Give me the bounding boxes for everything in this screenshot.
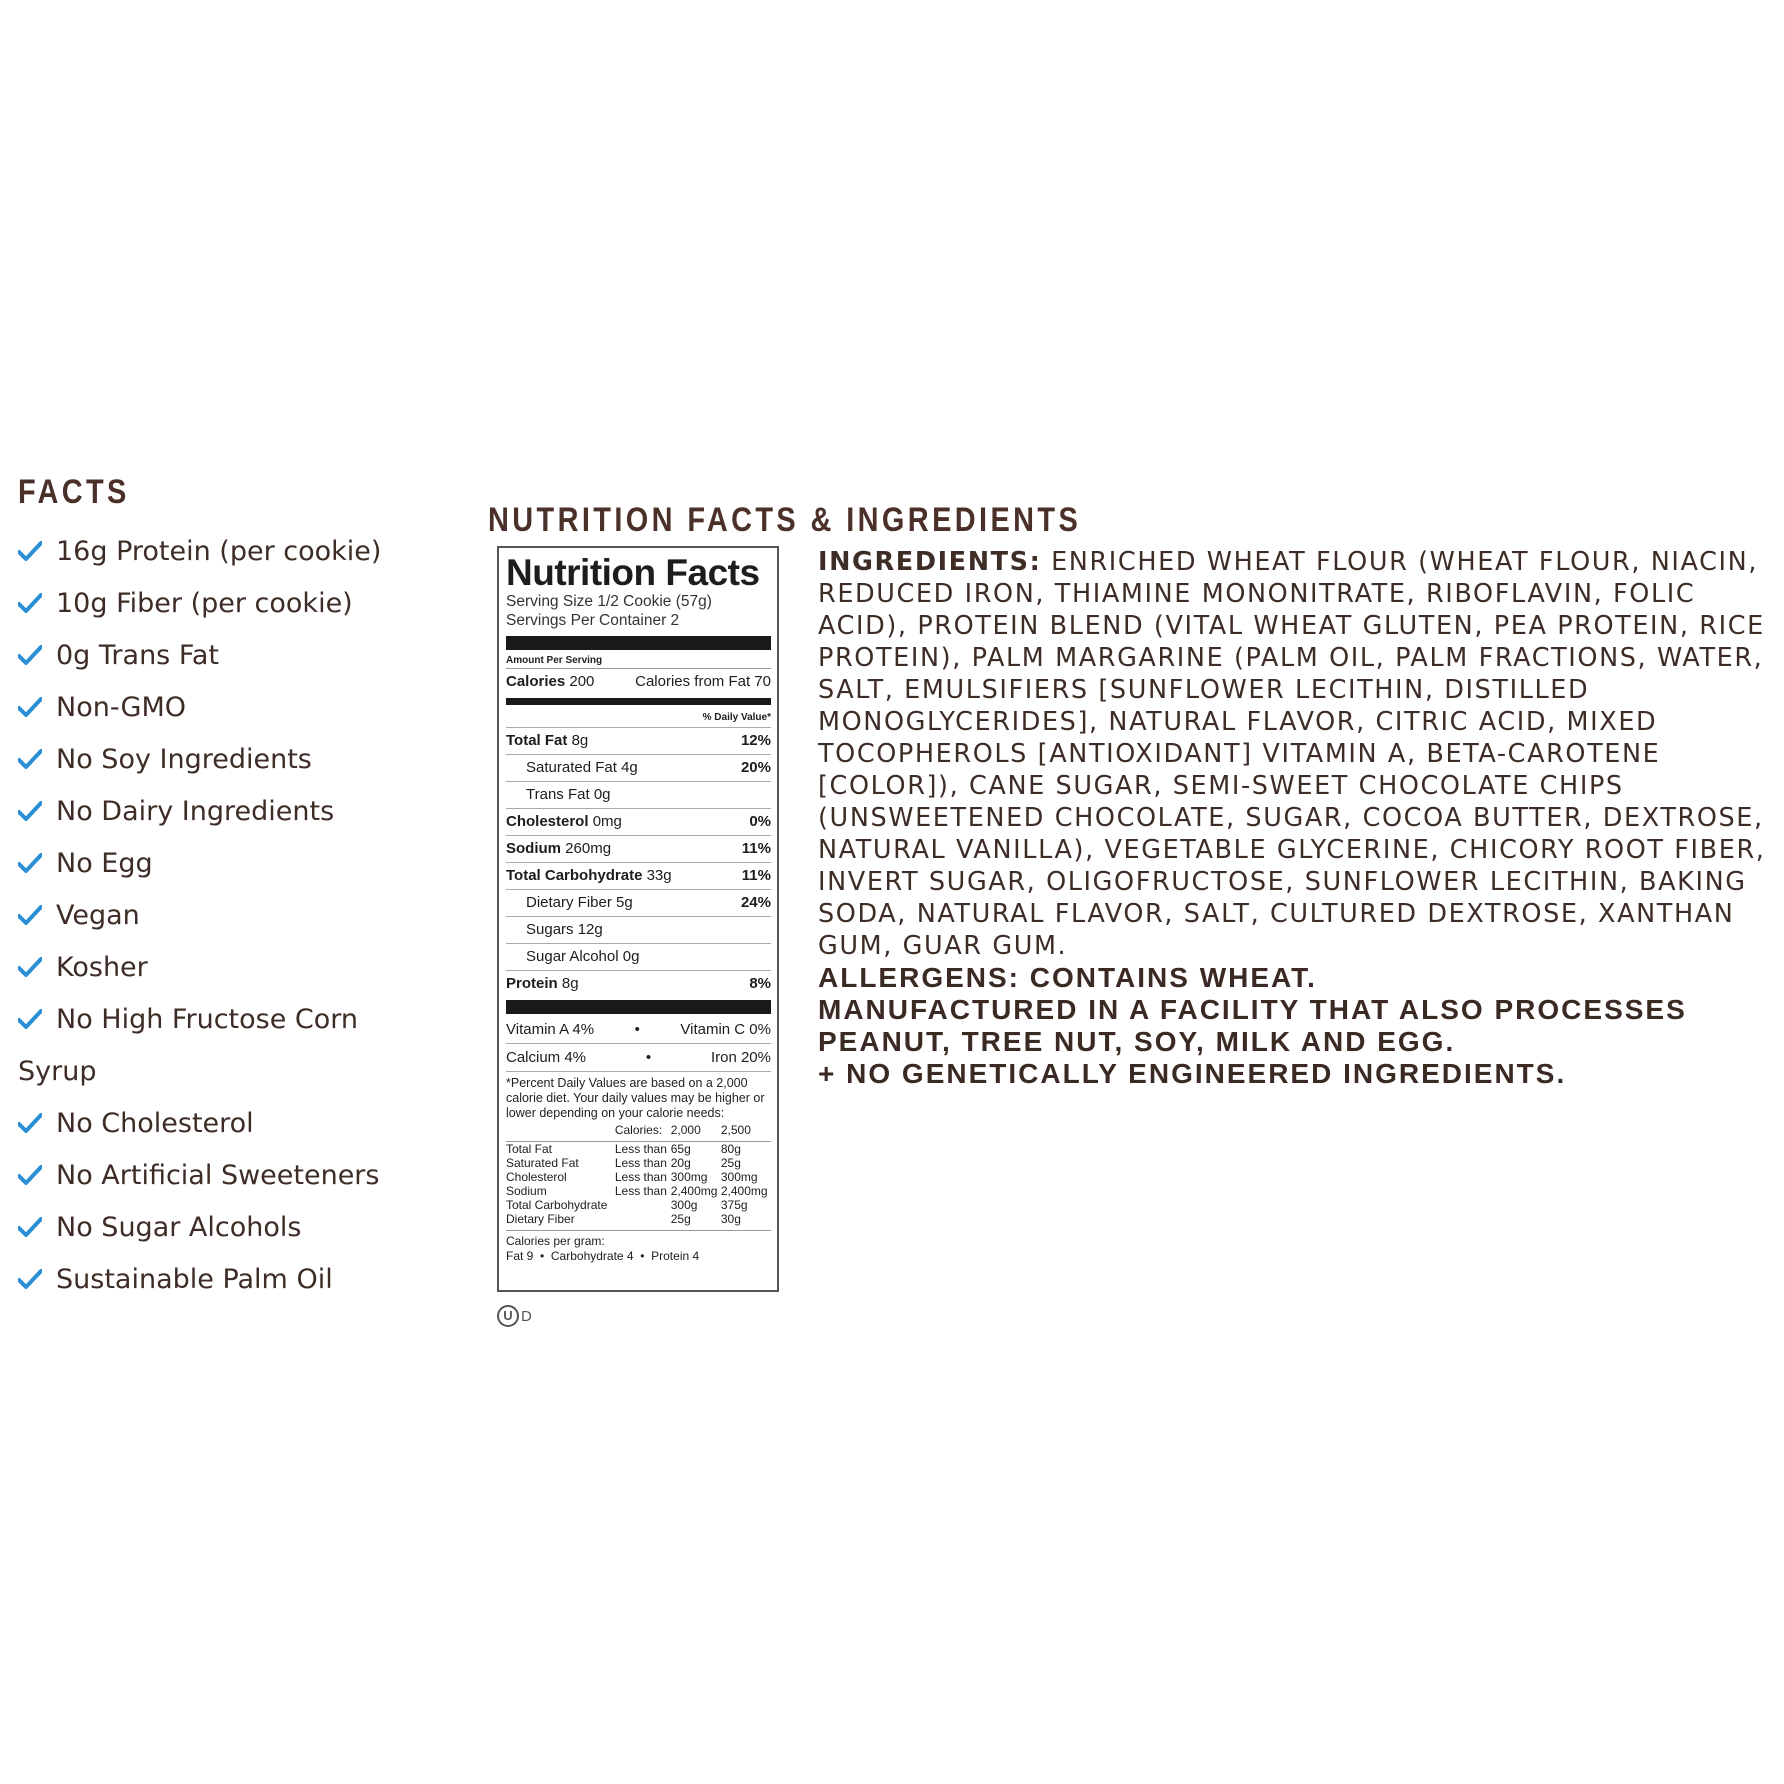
nutrient-row-total-fat [506, 728, 771, 755]
dv-cell [615, 1198, 671, 1212]
nutrient-dv: 11% [741, 840, 771, 857]
servings-per-container: Servings Per Container 2 [506, 612, 680, 629]
calories-value: 200 [569, 673, 595, 690]
fact-label: No Dairy Ingredients [56, 796, 335, 827]
dv-cell: 25g [670, 1212, 691, 1226]
nutrient-name: Trans Fat [526, 786, 590, 803]
fact-label: Syrup [18, 1056, 97, 1087]
vitamin-row [506, 1016, 771, 1044]
vitamin-right: Vitamin C 0% [680, 1021, 771, 1038]
dv-table-row [506, 1142, 771, 1157]
checkmark-icon [18, 1217, 42, 1237]
checkmark-icon [18, 853, 42, 873]
ingredients-paragraph [818, 546, 1778, 962]
nutrient-row-dietary-fiber [506, 890, 771, 917]
nutrient-row-sugar-alcohol [506, 944, 771, 971]
daily-value-header: % Daily Value* [506, 709, 771, 728]
calories-per-gram-values: Fat 9 • Carbohydrate 4 • Protein 4 [506, 1249, 700, 1263]
label-title: Nutrition Facts [506, 552, 760, 593]
checkmark-icon [18, 645, 42, 665]
divider-medium [506, 698, 771, 705]
checkmark-icon [18, 905, 42, 925]
nutrient-amount: 0g [622, 948, 640, 965]
nutrition-facts-label [497, 546, 779, 1292]
non-ge-statement: + NO GENETICALLY ENGINEERED INGREDIENTS. [818, 1058, 1567, 1089]
dv-table-row [506, 1212, 771, 1226]
nutrition-ingredients-heading: NUTRITION FACTS & INGREDIENTS [488, 501, 1082, 540]
fact-item [18, 942, 438, 994]
checkmark-icon [18, 1269, 42, 1289]
vitamin-separator: • [634, 1021, 640, 1038]
fact-item [18, 890, 438, 942]
fact-label: No High Fructose Corn [56, 1004, 359, 1035]
fact-item [18, 1202, 438, 1254]
checkmark-icon [18, 593, 42, 613]
fact-label: No Sugar Alcohols [56, 1212, 302, 1243]
dv-cell: Calories: [615, 1123, 671, 1142]
dv-cell: Less than [614, 1156, 667, 1170]
calories-label: Calories [506, 673, 566, 690]
dv-table-row [506, 1184, 771, 1198]
checkmark-icon [18, 749, 42, 769]
ingredients-block [818, 546, 1778, 1090]
facts-section [18, 470, 438, 1306]
fact-item [18, 682, 438, 734]
nutrient-dv: 11% [741, 867, 771, 884]
dv-table-row [506, 1156, 771, 1170]
allergens-statement: ALLERGENS: CONTAINS WHEAT. [818, 962, 1317, 993]
dv-table-row [506, 1170, 771, 1184]
fact-item [18, 630, 438, 682]
nutrient-dv: 12% [740, 732, 771, 749]
dv-cell: 25g [720, 1156, 741, 1170]
nutrient-name: Protein [506, 975, 558, 992]
fact-label: 16g Protein (per cookie) [56, 536, 382, 567]
fact-item [18, 578, 438, 630]
fact-item [18, 1098, 438, 1150]
dv-cell: 2,000 [671, 1123, 721, 1142]
nutrient-row-saturated-fat [506, 755, 771, 782]
dv-cell: Less than [614, 1142, 667, 1156]
dv-table-header [506, 1123, 771, 1142]
serving-size: Serving Size 1/2 Cookie (57g) [506, 593, 712, 610]
nutrient-name: Sodium [506, 840, 561, 857]
kosher-ou-icon: U [497, 1305, 519, 1327]
nutrient-name: Dietary Fiber [526, 894, 612, 911]
nutrient-amount: 0g [593, 786, 611, 803]
fact-label: No Artificial Sweeteners [56, 1160, 380, 1191]
nutrient-row-cholesterol [506, 809, 771, 836]
fact-label: 0g Trans Fat [56, 640, 220, 671]
daily-value-footnote: *Percent Daily Values are based on a 2,000 calorie diet. Your daily values may be higher or lower depending on your calorie needs: [506, 1076, 765, 1120]
dv-cell: 65g [670, 1142, 691, 1156]
fact-label: No Cholesterol [56, 1108, 254, 1139]
fact-label: 10g Fiber (per cookie) [56, 588, 353, 619]
nutrient-name: Sugars [526, 921, 574, 938]
nutrient-row-total-carbohydrate [506, 863, 771, 890]
nutrient-dv: 8% [749, 975, 771, 992]
dv-cell: 375g [720, 1198, 748, 1212]
fact-item [18, 838, 438, 890]
checkmark-icon [18, 697, 42, 717]
nutrient-row-trans-fat [506, 782, 771, 809]
dv-cell [615, 1212, 671, 1226]
nutrient-name: Cholesterol [506, 813, 589, 830]
vitamin-left: Calcium 4% [506, 1049, 587, 1066]
dv-cell: 80g [720, 1142, 741, 1156]
dv-cell: Cholesterol [506, 1170, 567, 1184]
dv-cell: Less than [614, 1184, 667, 1198]
dv-cell: Total Fat [506, 1142, 553, 1156]
nutrient-row-sugars [506, 917, 771, 944]
dv-cell: 2,500 [721, 1123, 771, 1142]
fact-item-continuation [18, 1046, 438, 1098]
vitamin-separator: • [645, 1049, 652, 1066]
divider-thick [506, 1000, 771, 1014]
nutrient-name: Total Carbohydrate [506, 867, 643, 884]
fact-item [18, 786, 438, 838]
dv-table-row [506, 1198, 771, 1212]
divider-thick [506, 636, 771, 650]
dv-cell: 300mg [670, 1170, 708, 1184]
dv-cell: Less than [614, 1170, 667, 1184]
checkmark-icon [18, 1009, 42, 1029]
daily-value-table [506, 1123, 771, 1226]
nutrient-amount: 5g [616, 894, 633, 911]
dv-cell: 300g [670, 1198, 698, 1212]
amount-per-serving: Amount Per Serving [506, 654, 771, 669]
dv-cell: Total Carbohydrate [506, 1198, 608, 1212]
nutrient-amount: 8g [561, 975, 579, 992]
dv-cell: 2,400mg [720, 1184, 768, 1198]
dv-cell: Dietary Fiber [506, 1212, 575, 1226]
fact-item [18, 1254, 438, 1306]
nutrient-amount: 4g [621, 759, 638, 776]
kosher-dairy-suffix: D [521, 1307, 532, 1325]
nutrient-amount: 0mg [592, 813, 622, 830]
fact-label: Kosher [56, 952, 148, 983]
calories-per-gram [506, 1230, 771, 1264]
nutrient-name: Saturated Fat [526, 759, 617, 776]
dv-cell: Saturated Fat [506, 1156, 579, 1170]
nutrient-name: Total Fat [506, 732, 568, 749]
calories-from-fat: Calories from Fat 70 [635, 673, 771, 690]
vitamin-left: Vitamin A 4% [506, 1021, 595, 1038]
nutrient-amount: 8g [571, 732, 589, 749]
checkmark-icon [18, 1165, 42, 1185]
nutrient-amount: 33g [646, 867, 672, 884]
nutrient-row-sodium [506, 836, 771, 863]
dv-cell: 2,400mg [670, 1184, 718, 1198]
fact-item [18, 526, 438, 578]
fact-item [18, 1150, 438, 1202]
fact-label: No Egg [56, 848, 153, 879]
nutrient-dv: 24% [740, 894, 771, 911]
checkmark-icon [18, 801, 42, 821]
dv-cell: 30g [720, 1212, 741, 1226]
kosher-ou-d-mark [497, 1305, 532, 1327]
fact-item [18, 994, 438, 1046]
calories-per-gram-label: Calories per gram: [506, 1234, 605, 1248]
fact-label: Sustainable Palm Oil [56, 1264, 333, 1295]
calories-row [506, 669, 771, 696]
facts-list [18, 526, 438, 1306]
ingredients-text: ENRICHED WHEAT FLOUR (WHEAT FLOUR, NIACIN, REDUCED IRON, THIAMINE MONONITRATE, RIBOFLAVIN, FOLIC ACID), PROTEIN BLEND (VITAL WHEAT GLUTEN, PEA PROTEIN, RICE PROTEIN), PALM MARGARINE (PALM OIL, PALM FRACTIONS, WATER, SALT, EMULSIFIERS [SUNFLOWER LECITHIN, DISTILLED MONOGLYCERIDES], NATURAL FLAVOR, CITRIC ACID, MIXED TOCOPHEROLS [ANTIOXIDANT] VITAMIN A, BETA-CAROTENE [COLOR]), CANE SUGAR, SEMI-SWEET CHOCOLATE CHIPS (UNSWEETENED CHOCOLATE, SUGAR, COCOA BUTTER, DEXTROSE, NATURAL VANILLA), VEGETABLE GLYCERINE, CHICORY ROOT FIBER, INVERT SUGAR, OLIGOFRUCTOSE, SUNFLOWER LECITHIN, BAKING SODA, NATURAL FLAVOR, SALT, CULTURED DEXTROSE, XANTHAN GUM, GUAR GUM. [818, 547, 1766, 961]
vitamin-right: Iron 20% [710, 1049, 771, 1066]
checkmark-icon [18, 957, 42, 977]
dv-cell: Sodium [506, 1184, 547, 1198]
facility-statement: MANUFACTURED IN A FACILITY THAT ALSO PROCESSES PEANUT, TREE NUT, SOY, MILK AND EGG. [818, 994, 1687, 1057]
checkmark-icon [18, 541, 42, 561]
fact-label: Vegan [56, 900, 140, 931]
fact-label: No Soy Ingredients [56, 744, 312, 775]
facts-heading: FACTS [18, 473, 130, 511]
fact-item [18, 734, 438, 786]
ingredients-label: INGREDIENTS: [818, 547, 1042, 577]
fact-label: Non-GMO [56, 692, 187, 723]
dv-cell [506, 1123, 615, 1142]
checkmark-icon [18, 1113, 42, 1133]
nutrient-name: Sugar Alcohol [526, 948, 619, 965]
nutrient-amount: 12g [577, 921, 603, 938]
nutrient-dv: 20% [740, 759, 771, 776]
nutrient-row-protein [506, 971, 771, 998]
nutrient-dv: 0% [749, 813, 771, 830]
nutrient-amount: 260mg [565, 840, 612, 857]
dv-cell: 300mg [720, 1170, 758, 1184]
vitamin-row [506, 1044, 771, 1072]
dv-cell: 20g [670, 1156, 691, 1170]
